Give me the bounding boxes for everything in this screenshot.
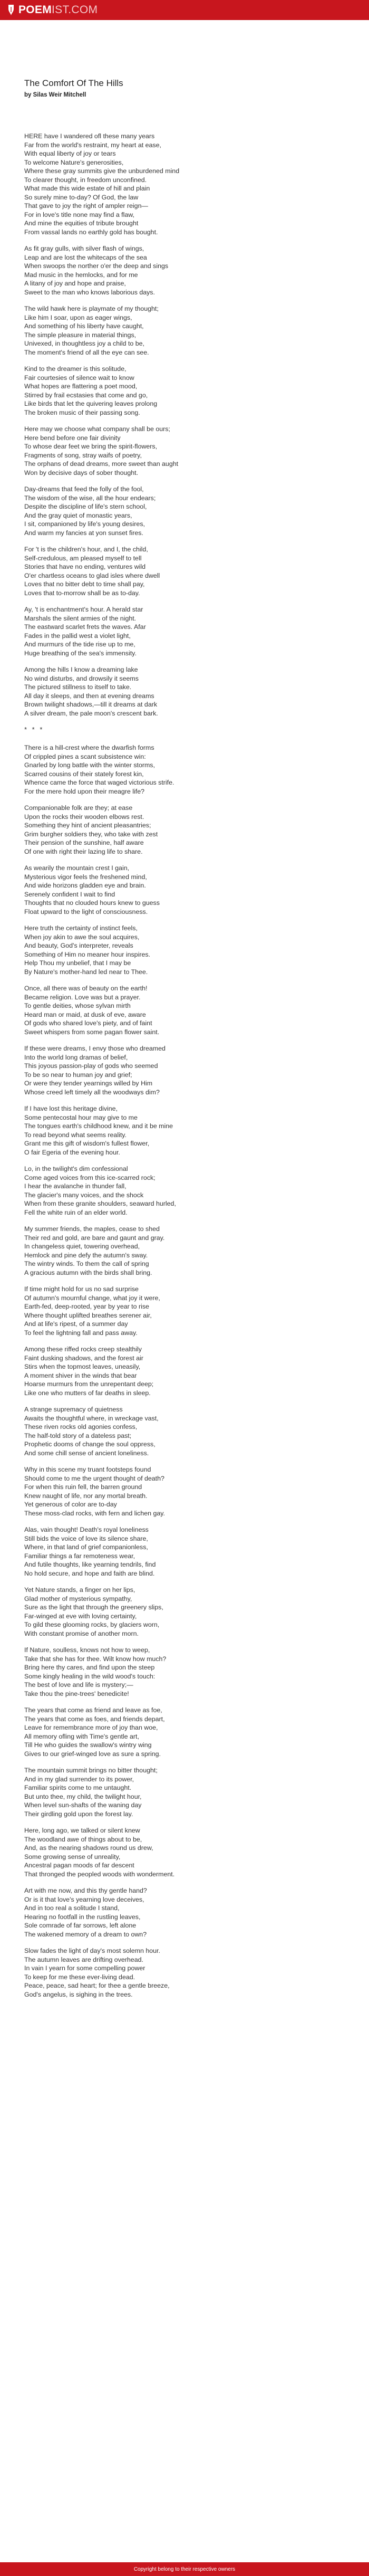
poem-line: Serenely confident I wait to find (24, 890, 115, 898)
poem-line: Art with me now, and this thy gentle hand? (24, 1887, 147, 1894)
poem-line: These riven rocks old agonies confess, (24, 1423, 138, 1430)
poem-line: The woodland awe of things about to be, (24, 1835, 142, 1843)
poem-line: There is a hill-crest where the dwarfish forms (24, 744, 154, 751)
poem-line: Mysterious vigor feels the freshened mind, (24, 873, 147, 881)
poem-line: A gracious autumn with the birds shall bring. (24, 1268, 152, 1276)
stanza (24, 244, 348, 297)
poem-part-one (24, 132, 348, 718)
stanza (24, 545, 348, 597)
poem-line: Here truth the certainty of instinct feels, (24, 924, 138, 932)
stanza (24, 1706, 348, 1758)
poem-line: No wind disturbs, and drowsily it seems (24, 674, 139, 682)
poem-line: If I have lost this heritage divine, (24, 1105, 118, 1112)
copyright-notice: Copyright belong to their respective owners (133, 2566, 236, 2572)
poem-line: And murmurs of the tide rise up to me, (24, 641, 135, 648)
stanza (24, 1285, 348, 1337)
site-logo[interactable] (7, 4, 98, 16)
poem-line: No hold secure, and hope and faith are blind. (24, 1569, 155, 1577)
poem-line: Whence came the force that waged victorious strife. (24, 779, 174, 786)
poem-line: Fragments of song, stray waifs of poetry, (24, 451, 142, 459)
poem-line: The wild hawk here is playmate of my thought; (24, 305, 159, 312)
poem-line: As wearily the mountain crest I gain, (24, 864, 130, 872)
stanza (24, 1826, 348, 1878)
poem-line: The years that come as foes, and friends depart, (24, 1715, 165, 1723)
poem-line: Alas, vain thought! Death's royal loneliness (24, 1526, 149, 1533)
poem-line: Among these riffed rocks creep stealthily (24, 1346, 142, 1353)
poem-line: The half-told story of a dateless past; (24, 1432, 132, 1439)
top-bar (0, 0, 369, 20)
poem-line: All day it sleeps, and then at evening dreams (24, 692, 154, 700)
footer-bar (0, 2562, 369, 2576)
poem-line: Of autumn's mournful change, what joy it were, (24, 1294, 160, 1302)
poem-line: The wakened memory of a dream to own? (24, 1930, 147, 1938)
poem-line: As fit gray gulls, with silver flash of wings, (24, 245, 144, 252)
poem-line: Here bend before one fair divinity (24, 434, 121, 442)
poem-line: A litany of joy and hope and praise, (24, 280, 126, 287)
poem-line: Leap and are lost the whitecaps of the sea (24, 253, 147, 261)
poem-line: Familiar spirits come to me untaught. (24, 1784, 132, 1791)
stanza (24, 1586, 348, 1638)
poem-line: O'er chartless oceans to glad isles where dwell (24, 571, 160, 579)
stanza (24, 665, 348, 718)
poem-line: And warm my fancies at yon sunset fires. (24, 529, 143, 537)
poem-line: The eastward scarlet frets the waves. Afar (24, 623, 146, 631)
poem-line: Lo, in the twilight's dim confessional (24, 1165, 128, 1172)
poem-line: For the mere hold upon their meagre life? (24, 787, 144, 795)
poem-line: Where thought uplifted breathes serener air, (24, 1311, 152, 1319)
stanza (24, 924, 348, 976)
poem-line: To gentle deities, whose sylvan mirth (24, 1002, 131, 1009)
poem-line: What made this wide estate of hill and plain (24, 185, 150, 192)
poem-line: Sole comrade of far sorrows, left alone (24, 1922, 137, 1929)
poem-line: Whose creed left timely all the woodways dim? (24, 1088, 160, 1096)
poem-line: Bring here thy cares, and find upon the steep (24, 1664, 155, 1671)
poem-line: I sit, companioned by life's young desires, (24, 520, 145, 528)
poem-line: Some kingly healing in the wild wood's touch: (24, 1672, 156, 1680)
quill-icon (7, 5, 15, 15)
poem-line: Ancestral pagan moods of far descent (24, 1862, 134, 1869)
logo-text-right: IST.COM (52, 4, 98, 16)
poem-line: I hear the avalanche in thunder fall, (24, 1182, 127, 1190)
stanza (24, 864, 348, 916)
poem-line: The orphans of dead dreams, more sweet than aught (24, 460, 179, 468)
poem-line: Should come to me the urgent thought of death? (24, 1474, 164, 1482)
poem-line: Like birds that let the quivering leaves prolong (24, 400, 158, 407)
poem-line: Help Thou my unbelief, that I may be (24, 959, 131, 967)
poem-line: Self-credulous, am pleased myself to tell (24, 554, 142, 562)
poem-line: When joy akin to awe the soul acquires, (24, 933, 140, 941)
poem-line: All memory ofling with Time's gentle art, (24, 1732, 139, 1740)
poem-line: When swoops the norther o'er the deep and sings (24, 262, 169, 270)
poem-line: Some pentecostal hour may give to me (24, 1113, 138, 1121)
poem-line: Their red and gold, are bare and gaunt and gray. (24, 1234, 165, 1242)
poem-line: HERE have I wandered ofl these many years (24, 132, 155, 140)
poem-line: Here may we choose what company shall be ours; (24, 425, 170, 433)
stanza (24, 743, 348, 796)
poem-line: For in love's title none may find a flaw, (24, 211, 134, 218)
poem-line: That gave to joy the right of ampler reign— (24, 202, 148, 209)
poem-line: The simple pleasure in material things, (24, 331, 137, 339)
stanza (24, 1225, 348, 1277)
poem-line: To feel the lightning fall and pass away. (24, 1329, 138, 1337)
poem-line: The autumn leaves are drifting overhead. (24, 1955, 143, 1963)
stanza (24, 984, 348, 1036)
stanza (24, 1104, 348, 1157)
poem-line: Where, in that land of grief companionless, (24, 1543, 148, 1551)
poem-line: Leave for remembrance more of joy than woe, (24, 1724, 158, 1731)
stanza (24, 304, 348, 357)
poem-line: Fades in the pallid west a violet light, (24, 632, 131, 640)
poem-line: Stories that have no ending, ventures wild (24, 563, 146, 570)
stanza (24, 1465, 348, 1518)
poem-line: Still bids the voice of love its silence share, (24, 1534, 148, 1542)
poem-line: The wintry winds. To them the call of spring (24, 1260, 149, 1267)
poem-line: Gives to our grief-winged love as sure a spring. (24, 1750, 161, 1758)
poem-line: To be so near to human joy and grief; (24, 1071, 132, 1079)
poem-part-two (24, 743, 348, 1999)
poem-line: And in my glad surrender to its power, (24, 1775, 134, 1783)
poem-line: Gnarled by long battle with the winter storms, (24, 761, 155, 769)
poem-line: To read beyond what seems reality. (24, 1131, 127, 1139)
poem-line: Something they hint of ancient pleasantries; (24, 822, 151, 829)
poem-line: Come aged voices from this ice-scarred rock; (24, 1173, 156, 1181)
poem-title: The Comfort Of The Hills (24, 78, 123, 88)
poem-line: O fair Egeria of the evening hour. (24, 1148, 120, 1156)
stanza (24, 1766, 348, 1818)
poem-line: Hoarse murmurs from the unrepentant deep; (24, 1380, 154, 1388)
poem-line: Peace, peace, sad heart; for thee a gentle breeze, (24, 1982, 170, 1989)
poem-line: Yet generous of color are to-day (24, 1501, 117, 1508)
stanza (24, 1165, 348, 1217)
stanza (24, 1947, 348, 1999)
poem-line: Despite the discipline of life's stern school, (24, 503, 147, 510)
poem-line: Stirs when the topmost leaves, uneasily, (24, 1363, 141, 1370)
poem-line: A strange supremacy of quietness (24, 1406, 123, 1413)
poem-line: A silver dream, the pale moon's crescent bark. (24, 709, 158, 717)
poem-line: Glad mother of mysterious sympathy, (24, 1595, 132, 1602)
stanza (24, 1044, 348, 1096)
poem-line: Far from the world's restraint, my heart at ease, (24, 141, 161, 149)
poem-line: Till He who guides the swallow's wintry wing (24, 1741, 152, 1749)
poem-content (0, 20, 348, 1999)
poem-line: And wide horizons gladden eye and brain. (24, 882, 146, 889)
poem-line: And some chill sense of ancient loneliness. (24, 1449, 149, 1457)
poem-line: Day-dreams that feed the folly of the fool, (24, 485, 144, 493)
poem-line: Or is it that love's yearning love deceives, (24, 1895, 144, 1903)
poem-line: Fell the white ruin of an elder world. (24, 1208, 128, 1216)
poem-line: Univexed, in thoughtless joy a child to be, (24, 340, 144, 347)
poem-line: The tongues earth's childhood knew, and it be mine (24, 1122, 173, 1130)
poem-line: Thoughts that no clouded hours knew to guess (24, 899, 160, 907)
poem-line: God's angelus, is sighing in the trees. (24, 1990, 133, 1998)
poem-line: What hopes are flattering a poet mood, (24, 383, 138, 390)
poem-line: Grant me this gift of wisdom's fullest flower, (24, 1140, 150, 1147)
poem-line: Fair courtesies of silence wait to know (24, 374, 134, 381)
poem-line: The glacier's many voices, and the shock (24, 1191, 144, 1199)
poem-line: My summer friends, the maples, cease to shed (24, 1225, 160, 1233)
poem-line: Faint dusking shadows, and the forest air (24, 1354, 143, 1362)
stanza (24, 804, 348, 856)
poem-line: For when this ruin fell, the barren ground (24, 1483, 142, 1491)
section-divider: * * * (24, 726, 44, 733)
stanza (24, 365, 348, 417)
poem-line: Familiar things a far remoteness wear, (24, 1552, 135, 1560)
poem-line: A moment shiver in the winds that bear (24, 1371, 137, 1379)
poem-line: With equal liberty of joy or tears (24, 150, 116, 157)
poem-line: Loves that no bitter debt to time shall pay, (24, 580, 145, 588)
poem-line: Hemlock and pine defy the autumn's sway. (24, 1251, 148, 1259)
poem-line: Of one with right their lazing life to share. (24, 847, 143, 855)
stanza (24, 1405, 348, 1457)
stanza (24, 1886, 348, 1939)
poem-line: Take that she has for thee. Wilt know how much? (24, 1655, 167, 1663)
poem-line: Their pension of the sunshine, half aware (24, 839, 144, 846)
poem-line: Brown twilight shadows,—till it dreams at dark (24, 701, 158, 708)
stanza (24, 132, 348, 236)
poem-line: The best of love and life is mystery;— (24, 1681, 133, 1688)
poem-line: Float upward to the light of consciousness. (24, 908, 148, 915)
poem-line: Upon the rocks their wooden elbows rest. (24, 813, 144, 820)
poem-line: Sweet to the man who knows laborious days. (24, 288, 155, 296)
poem-line: Once, all there was of beauty on the earth! (24, 985, 148, 992)
poem-line: These moss-clad rocks, with fern and lichen gay. (24, 1509, 165, 1517)
poem-line: Something of Him no meaner hour inspires. (24, 950, 150, 958)
stanza (24, 1345, 348, 1397)
poem-line: Sure as the light that through the greenery slips, (24, 1604, 163, 1611)
poem-line: Ay, 't is enchantment's hour. A herald star (24, 606, 143, 613)
poem-line: Like one who mutters of far deaths in sleep. (24, 1389, 151, 1397)
poem-line: The years that come as friend and leave as foe, (24, 1706, 162, 1714)
poem-line: Mad music in the hemlocks, and for me (24, 271, 138, 279)
poem-line: Of crippled pines a scant subsistence win: (24, 752, 146, 760)
stanza (24, 485, 348, 537)
poem-line: Grim burgher soldiers they, who take with zest (24, 830, 158, 838)
poem-line: The broken music of their passing song. (24, 408, 140, 416)
poem-line: Their girdling gold upon the forest lay. (24, 1810, 133, 1818)
poem-line: The mountain summit brings no bitter thought; (24, 1767, 158, 1774)
poem-line: Loves that to-morrow shall be as to-day. (24, 589, 140, 597)
poem-line: Slow fades the light of day's most solemn hour. (24, 1947, 160, 1954)
poem-line: Knew naught of life, nor any mortal breath. (24, 1492, 148, 1500)
poem-line: Kind to the dreamer is this solitude, (24, 365, 127, 373)
poem-line: When level sun-shafts of the waning day (24, 1801, 142, 1809)
poem-line: When from these granite shoulders, seaward hurled, (24, 1200, 176, 1207)
stanza (24, 1646, 348, 1698)
poem-line: Here, long ago, we talked or silent knew (24, 1827, 140, 1834)
poem-line: That thronged the peopled woods with wonderment. (24, 1870, 175, 1878)
poem-line: To keep for me these ever-living dead. (24, 1973, 135, 1981)
poem-line: Why in this scene my truant footsteps found (24, 1466, 151, 1473)
poem-line: Yet Nature stands, a finger on her lips, (24, 1586, 135, 1594)
poem-line: In vain I yearn for some compelling power (24, 1964, 145, 1972)
poem-line: Where these gray summits give the unburdened mind (24, 167, 180, 175)
poem-line: To gild these glooming rocks, by glaciers worn, (24, 1621, 160, 1628)
poem-line: Companionable folk are they; at ease (24, 804, 133, 812)
poem-line: But unto thee, my child, the twilight hour, (24, 1792, 142, 1800)
poem-line: To clearer thought, in freedom unconfined. (24, 176, 147, 184)
poem-line: From vassal lands no earthly gold has bought. (24, 228, 158, 236)
poem-line: Sweet whispers from some pagan flower saint. (24, 1028, 160, 1036)
poem-line: Stirred by frail ecstasies that come and go, (24, 391, 148, 399)
poem-line: Hearing no footfall in the rustling leaves, (24, 1913, 141, 1921)
poem-line: And, as the nearing shadows round us drew, (24, 1844, 153, 1852)
stanza (24, 1525, 348, 1578)
poem-author: by Silas Weir Mitchell (24, 92, 86, 98)
poem-line: Into the world long dramas of belief, (24, 1053, 128, 1061)
poem-line: To whose dear feet we bring the spirit-flowers, (24, 443, 158, 450)
poem-line: If time might hold for us no sad surprise (24, 1285, 139, 1293)
poem-line: By Nature's mother-hand led near to Thee. (24, 968, 148, 976)
poem-line: Take thou the pine-trees' benedicite! (24, 1690, 129, 1697)
stanza (24, 605, 348, 657)
poem-line: Earth-fed, deep-rooted, year by year to rise (24, 1303, 149, 1310)
poem-line: And in too real a solitude I stand, (24, 1904, 120, 1912)
poem-line: For 't is the children's hour, and I, the child, (24, 546, 148, 553)
poem-line: And something of his liberty have caught, (24, 322, 144, 330)
poem-line: And mine the equities of tribute brought (24, 220, 139, 227)
poem-line: The pictured stillness to itself to take. (24, 683, 132, 691)
poem-line: Became religion. Love was but a prayer. (24, 993, 141, 1001)
poem-line: And futile thoughts, like yearning tendrils, find (24, 1561, 156, 1568)
poem-line: If these were dreams, I envy those who dreamed (24, 1045, 166, 1052)
poem-line: Prophetic dooms of change the soul oppress, (24, 1440, 156, 1448)
poem-line: Of gods who shared love's piety, and of faint (24, 1019, 152, 1027)
poem-line: In changeless quiet, towering overhead, (24, 1243, 140, 1250)
poem-line: Scarred cousins of their stately forest kin, (24, 770, 144, 778)
poem-line: Some growing sense of unreality, (24, 1853, 121, 1861)
poem-line: The wisdom of the wise, all the hour endears; (24, 494, 156, 502)
poem-line: With constant promise of another morn. (24, 1629, 139, 1637)
poem-line: So surely mine to-day? Of God, the law (24, 193, 139, 201)
poem-line: Or were they tender yearnings willed by Him (24, 1080, 153, 1087)
poem-line: To welcome Nature's generosities, (24, 158, 124, 166)
poem-line: And the gray quiet of monastic years, (24, 511, 132, 519)
poem-line: And at life's ripest, of a summer day (24, 1320, 128, 1328)
logo-text-left: POEM (18, 4, 52, 16)
poem-line: If Nature, soulless, knows not how to weep, (24, 1646, 150, 1654)
poem-line: This joyous passion-play of gods who seemed (24, 1062, 158, 1070)
poem-line: Won by decisive days of sober thought. (24, 469, 139, 476)
poem-line: Among the hills I know a dreaming lake (24, 666, 138, 673)
poem-line: Like him I soar, upon as eager wings, (24, 313, 132, 321)
stanza (24, 425, 348, 477)
poem-line: The moment's friend of all the eye can see. (24, 348, 149, 356)
poem-line: Far-winged at eve with loving certainty, (24, 1612, 137, 1620)
poem-line: Heard man or maid, at dusk of eve, aware (24, 1010, 146, 1018)
poem-line: Awaits the thoughtful where, in wreckage vast, (24, 1414, 159, 1422)
poem-line: And beauty, God's interpreter, reveals (24, 942, 133, 949)
poem-line: Marshals the silent armies of the night. (24, 614, 137, 622)
poem-line: Huge breathing of the sea's immensity. (24, 649, 137, 657)
